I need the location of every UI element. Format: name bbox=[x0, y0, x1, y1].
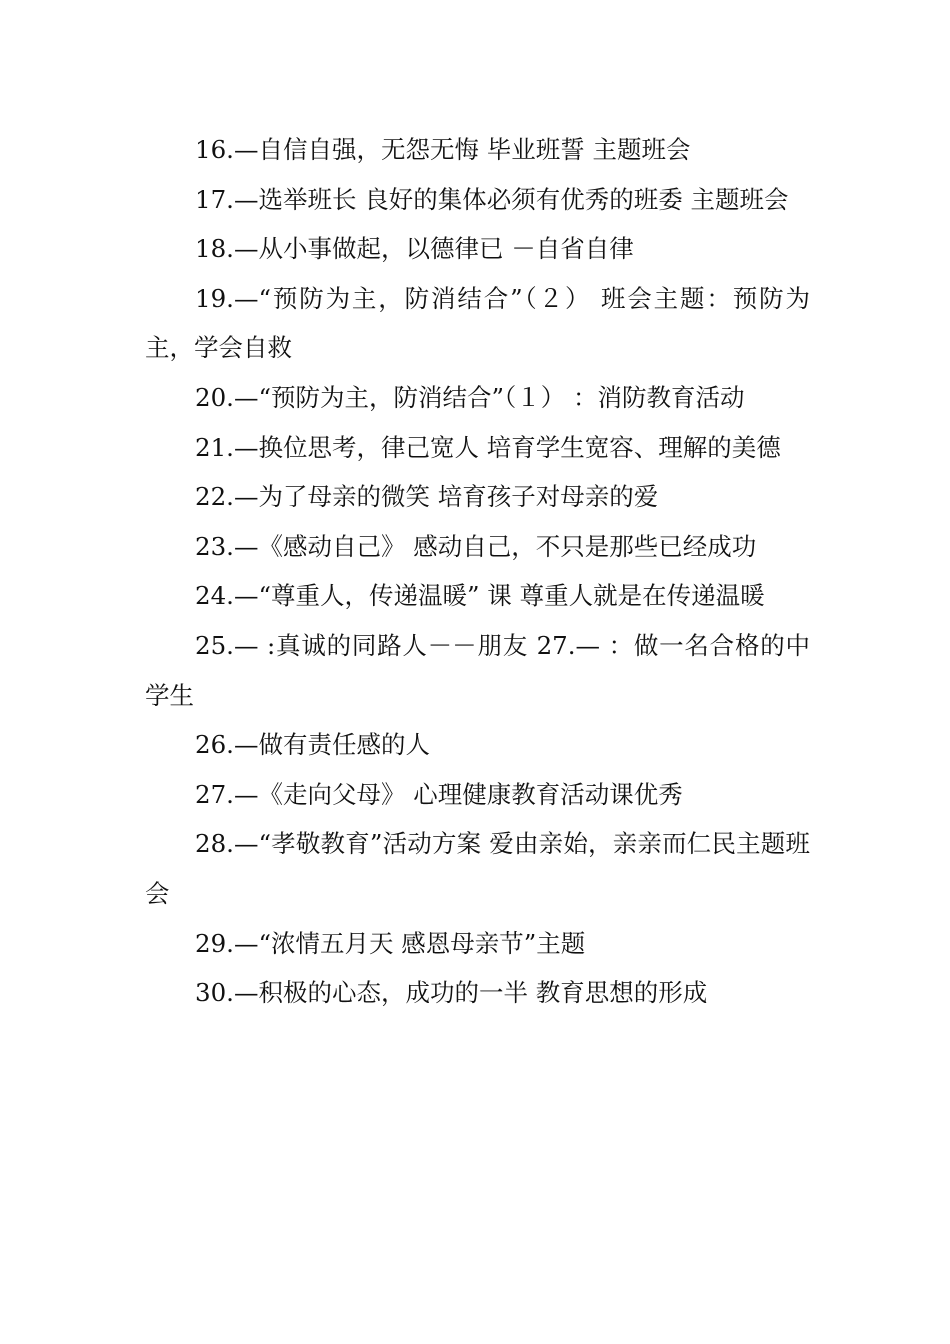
list-item: 28.—“孝敬教育”活动方案 爱由亲始，亲亲而仁民主题班会 bbox=[145, 829, 810, 908]
list-item: 22.—为了母亲的微笑 培育孩子对母亲的爱 bbox=[195, 482, 659, 512]
list-item: 30.—积极的心态，成功的一半 教育思想的形成 bbox=[195, 978, 708, 1008]
list-item: 29.—“浓情五月天 感恩母亲节”主题 bbox=[195, 928, 586, 958]
list-item: 23.—《感动自己》 感动自己，不只是那些已经成功 bbox=[195, 531, 757, 561]
list-item: 16.—自信自强，无怨无悔 毕业班誓 主题班会 bbox=[195, 135, 691, 164]
list-item: 27.—《走向父母》 心理健康教育活动课优秀 bbox=[195, 779, 683, 809]
list-item: 21.—换位思考，律己宽人 培育学生宽容、理解的美德 bbox=[195, 432, 781, 462]
list-item: 26.—做有责任感的人 bbox=[195, 730, 430, 760]
list-item: 19.—“预防为主，防消结合”（２） 班会主题：预防为主，学会自救 bbox=[145, 283, 810, 363]
list-item: 20.—“预防为主，防消结合”（１） ：消防教育活动 bbox=[195, 382, 745, 412]
list-item: 17.—选举班长 良好的集体必须有优秀的班委 主题班会 bbox=[195, 184, 789, 214]
list-item: 25.— :真诚的同路人－－朋友 27.— ：做一名合格的中学生 bbox=[145, 630, 810, 710]
list-item: 18.—从小事做起，以德律已 －自省自律 bbox=[195, 234, 634, 264]
list-item: 24.—“尊重人，传递温暖” 课 尊重人就是在传递温暖 bbox=[195, 581, 765, 611]
document-body bbox=[145, 125, 810, 1018]
